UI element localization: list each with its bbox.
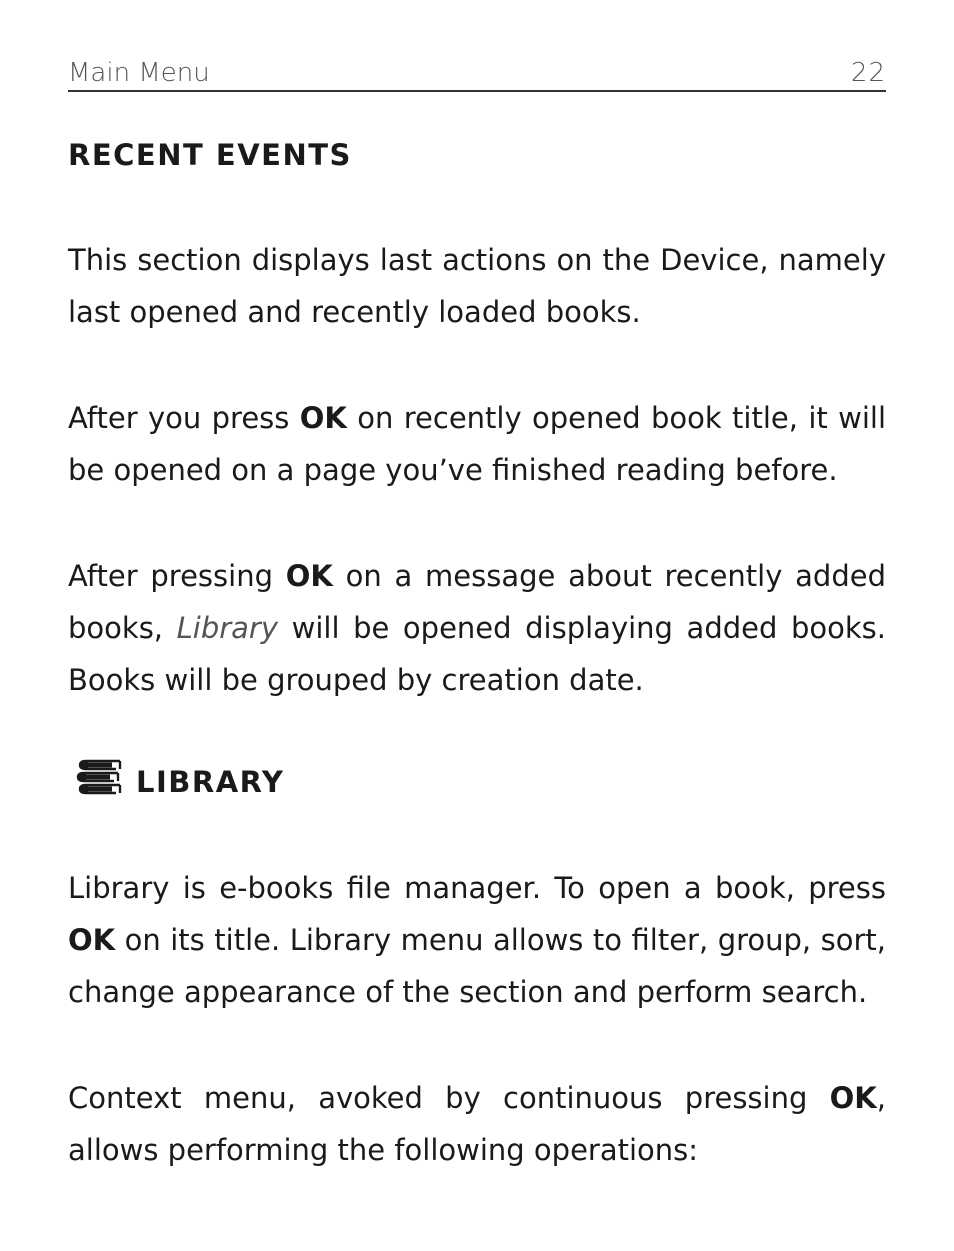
heading-library: LIBRARY [136, 765, 285, 799]
paragraph-recent-opened [68, 392, 886, 496]
header-section-name: Main Menu [68, 58, 210, 88]
paragraph-text: After pressing [68, 559, 286, 593]
ok-key-label: OK [829, 1081, 877, 1115]
paragraph-recent-added [68, 550, 886, 706]
heading-recent-events: RECENT EVENTS [68, 138, 352, 172]
paragraph-text: After you press [68, 401, 300, 435]
ok-key-label: OK [285, 559, 333, 593]
paragraph-text: Context menu, avoked by continuous pressing [68, 1081, 830, 1115]
paragraph-text: on its title. Library menu allows to filter, group, sort, change appearance of the section and perform search. [68, 923, 886, 1009]
books-icon [76, 757, 124, 799]
paragraph-recent-events-intro [68, 234, 886, 338]
paragraph-text: on recently opened book title, it will be opened on a page you’ve finished reading before. [68, 401, 887, 487]
page-number: 22 [850, 58, 886, 88]
paragraph-text: Library is e-books file manager. To open a book, press [68, 871, 886, 905]
ok-key-label: OK [299, 401, 347, 435]
running-header [68, 56, 886, 92]
library-term: Library [176, 611, 279, 645]
paragraph-context-menu [68, 1072, 886, 1176]
paragraph-text: This section displays last actions on the Device, namely last opened and recently loaded books. [68, 243, 886, 329]
paragraph-text: , allows performing the following operations: [68, 1081, 886, 1167]
ok-key-label: OK [68, 923, 116, 957]
paragraph-text: will be opened displaying added books. Books will be grouped by creation date. [68, 611, 886, 697]
paragraph-text: on a message about recently added books, [68, 559, 886, 645]
paragraph-library-intro [68, 862, 886, 1018]
